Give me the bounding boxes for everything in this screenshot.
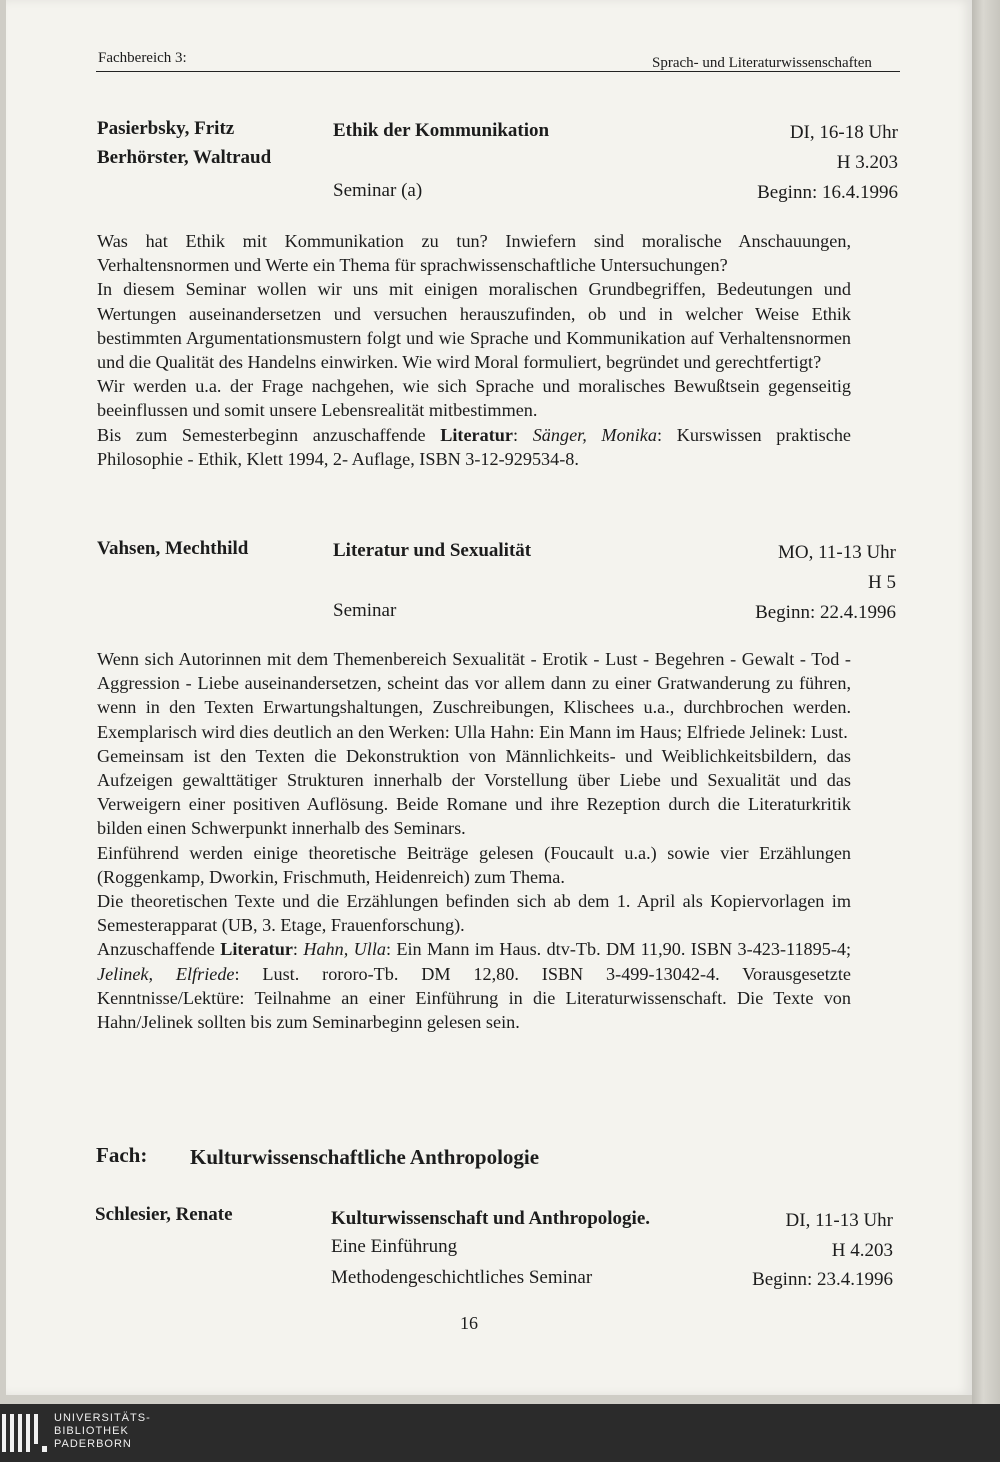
library-name-line: BIBLIOTHEK	[54, 1425, 129, 1437]
fach-title: Kulturwissenschaftliche Anthropologie	[190, 1145, 540, 1169]
course-title: Kulturwissenschaft und Anthropologie.	[331, 1208, 651, 1229]
course-description	[97, 229, 851, 471]
course-title: Literatur und Sexualität	[333, 540, 532, 561]
literature-paragraph: Bis zum Semesterbeginn anzuschaffende Literatur: Sänger, Monika: Kurswissen praktische Philosophie - Ethik, Klett 1994, 2- Auflage, ISBN 3-12-929534-8.	[97, 424, 851, 469]
literature-author: Sänger, Monika	[532, 424, 657, 445]
literature-details: : Kurswissen praktische Philosophie - Ethik, Klett 1994, 2- Auflage, ISBN 3-12-929534-8.	[97, 424, 851, 469]
lecturer-name: Pasierbsky, Fritz	[97, 118, 235, 139]
library-name-line: UNIVERSITÄTS-	[54, 1412, 151, 1424]
page-number: 16	[460, 1313, 478, 1333]
literature-intro: Bis zum Semesterbeginn anzuschaffende	[97, 424, 426, 445]
description-paragraph: Wenn sich Autorinnen mit dem Themenbereich Sexualität - Erotik - Lust - Begehren - Gewalt - Tod - Aggression - Liebe auseinandersetzen, scheint das vor allem dann zu einer Gratwanderung zu führen, wenn in den Texten Erwartungshaltungen, Zuschreibungen, Klischees u.a., durchbrochen werden. Exemplarisch wird dies deutlich an den Werken: Ulla Hahn: Ein Mann im Haus; Elfriede Jelinek: Lust.	[97, 649, 851, 742]
description-paragraph: Die theoretischen Texte und die Erzählungen befinden sich ab dem 1. April als Kopiervorlagen im Semesterapparat (UB, 3. Etage, Frauenforschung).	[97, 891, 851, 936]
course-start: Beginn: 16.4.1996	[757, 182, 898, 203]
lecturer-name: Schlesier, Renate	[95, 1204, 233, 1225]
literature-details: : Lust. rororo-Tb. DM 12,80. ISBN 3-499-13042-4. Vorausgesetzte Kenntnisse/Lektüre: Teilnahme an einer Einführung in die Literaturwissenschaft. Die Texte von Hahn/Jelinek sollten bis zum Seminarbeginn gelesen sein.	[97, 963, 851, 1033]
description-paragraph: In diesem Seminar wollen wir uns mit einigen moralischen Grundbegriffen, Bedeutungen und Wertungen auseinandersetzen und versuchen herauszufinden, ob und in welcher Weise Ethik bestimmten Argumentationsmustern folgt und wie Sprache und Kommunikation auf Verhaltensnormen und die Qualität des Handelns einwirken. Wie wird Moral formuliert, begründet und gerechtfertigt?	[97, 279, 851, 373]
literature-details: : Ein Mann im Haus. dtv-Tb. DM 11,90. ISBN 3-423-11895-4;	[385, 939, 852, 960]
course-time: MO, 11-13 Uhr	[777, 542, 896, 563]
literature-label: Literatur	[440, 424, 513, 445]
course-time: DI, 11-13 Uhr	[785, 1210, 893, 1231]
literature-paragraph: Anzuschaffende Literatur: Hahn, Ulla: Ein Mann im Haus. dtv-Tb. DM 11,90. ISBN 3-423-11895-4; Jelinek, Elfriede: Lust. rororo-Tb. DM 12,80. ISBN 3-499-13042-4. Vorausgesetzte Kenntnisse/Lektüre: Teilnahme an einer Einführung in die Literaturwissenschaft. Die Texte von Hahn/Jelinek sollten bis zum Seminarbeginn gelesen sein.	[97, 939, 852, 1033]
course-subtitle: Eine Einführung	[331, 1236, 458, 1257]
header-left: Fachbereich 3:	[98, 50, 187, 66]
library-logo-icon	[2, 1414, 48, 1454]
header-rule	[96, 71, 900, 72]
literature-label: Literatur	[220, 939, 293, 960]
course-type: Seminar	[333, 600, 397, 621]
description-paragraph: Was hat Ethik mit Kommunikation zu tun? Inwiefern sind moralische Anschauungen, Verhaltensnormen und Werte ein Thema für sprachwissenschaftliche Untersuchungen?	[97, 231, 851, 276]
library-name-line: PADERBORN	[54, 1438, 132, 1450]
library-footer	[0, 1404, 1000, 1462]
course-room: H 3.203	[836, 152, 898, 173]
lecturer-name: Vahsen, Mechthild	[97, 538, 249, 559]
course-room: H 4.203	[831, 1240, 893, 1261]
course-room: H 5	[868, 572, 896, 593]
course-description	[97, 647, 851, 1034]
course-title: Ethik der Kommunikation	[333, 120, 550, 141]
description-paragraph: Einführend werden einige theoretische Beiträge gelesen (Foucault u.a.) sowie vier Erzählungen (Roggenkamp, Dworkin, Frischmuth, Heidenreich) zum Thema.	[97, 842, 851, 887]
course-start: Beginn: 22.4.1996	[755, 602, 896, 623]
lecturer-name: Berhörster, Waltraud	[97, 147, 272, 168]
course-start: Beginn: 23.4.1996	[752, 1269, 893, 1290]
course-type: Seminar (a)	[333, 180, 423, 201]
course-type: Methodengeschichtliches Seminar	[331, 1267, 593, 1288]
description-paragraph: Wir werden u.a. der Frage nachgehen, wie sich Sprache und moralisches Bewußtsein gegenseitig beeinflussen und somit unsere Lebensrealität mitbestimmen.	[97, 376, 851, 421]
header-right: Sprach- und Literaturwissenschaften	[652, 55, 872, 71]
course-time: DI, 16-18 Uhr	[789, 122, 898, 143]
fach-label: Fach:	[96, 1143, 148, 1167]
description-paragraph: Gemeinsam ist den Texten die Dekonstruktion von Männlichkeits- und Weiblichkeitsbildern, das Aufzeigen gewalttätiger Strukturen innerhalb der Vorstellung über Liebe und Sexualität und das Verweigern einer positiven Auflösung. Beide Romane und ihre Rezeption durch die Literaturkritik bilden einen Schwerpunkt innerhalb des Seminars.	[97, 745, 851, 839]
literature-author: Hahn, Ulla	[303, 939, 386, 960]
literature-intro: Anzuschaffende	[97, 939, 215, 960]
page-edge	[972, 0, 1000, 1404]
literature-author: Jelinek, Elfriede	[97, 963, 235, 984]
